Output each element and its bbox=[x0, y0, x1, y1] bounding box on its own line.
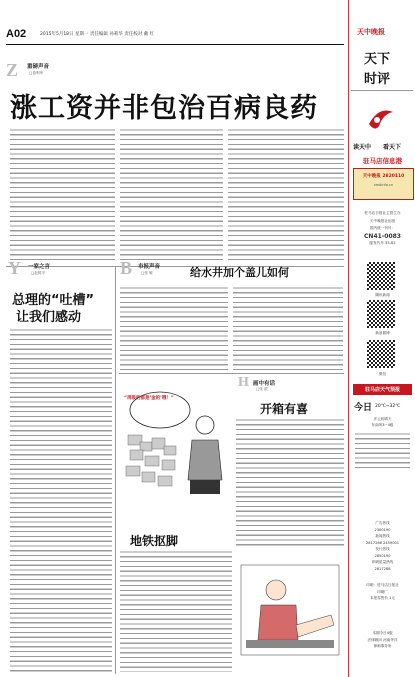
article2-headline-line1: 总理的“吐槽” bbox=[12, 293, 95, 308]
masthead-logo: 天中晚报 bbox=[357, 28, 385, 36]
lead-headline: 涨工资并非包治百病良药 bbox=[10, 93, 318, 124]
article4-column-byline: □张 波 bbox=[256, 387, 268, 391]
contact-line: 2850190 bbox=[374, 553, 391, 558]
weather-desc bbox=[351, 416, 414, 428]
article3-body-col-1 bbox=[120, 286, 228, 370]
lead-column-label: 重磅声音 bbox=[27, 64, 50, 70]
lead-initial-icon: Z bbox=[6, 60, 19, 80]
sidebar-rule-top bbox=[351, 90, 413, 91]
printer-line: 印刷厂 bbox=[377, 589, 388, 594]
weather-line: 多云转晴天 bbox=[373, 417, 392, 421]
cartoon-caption: “再吸的都是‘金的’哦！” bbox=[124, 396, 174, 401]
article3-initial-icon: B bbox=[120, 258, 133, 278]
header-rule bbox=[6, 44, 344, 45]
footer-line: 法律顾问 河南华洋 bbox=[367, 637, 398, 642]
publisher-line: 天中晚报社出版 bbox=[369, 218, 396, 223]
weather-banner: 驻马店天气预报 bbox=[353, 384, 412, 395]
tagline-left: 读天中 bbox=[353, 144, 372, 151]
article5-headline: 地铁抠脚 bbox=[130, 534, 179, 548]
contact-line: 广告热线 bbox=[375, 521, 390, 525]
publisher-line: 国内统一刊号： bbox=[369, 226, 396, 230]
publisher-line: 驻马店日报社主管主办 bbox=[364, 211, 401, 215]
section-title-1: 天下 bbox=[364, 52, 391, 67]
sidebar bbox=[348, 0, 415, 677]
qr-code-1 bbox=[367, 262, 395, 290]
article2-column-label: 一家之言 bbox=[28, 264, 51, 270]
article4-body bbox=[236, 418, 344, 548]
weather-temp: 20℃~32℃ bbox=[375, 404, 401, 409]
article2-column-byline: □赵树平 bbox=[31, 271, 46, 275]
article5-body bbox=[120, 550, 232, 672]
publisher-line: 邮发代号 35-82 bbox=[369, 240, 396, 245]
contact-line: 2817266 2459001 bbox=[365, 540, 400, 545]
footer-line: 律师事务所 bbox=[373, 644, 392, 648]
qr-label-1: 腾讯新闻 bbox=[375, 293, 390, 297]
contact-line: 新闻热线 bbox=[375, 534, 390, 538]
ad-title: 驻马店信息港 bbox=[363, 157, 402, 165]
page-number: A02 bbox=[6, 28, 27, 40]
printer-line: 本报零售价 1元 bbox=[370, 596, 395, 600]
qr-code-2 bbox=[367, 300, 395, 328]
article2-headline-line2: 让我们感动 bbox=[16, 310, 82, 325]
date-line: 2015年5月18日 星期一 责任编辑 孙莉华 责任校对 戴 红 bbox=[40, 32, 155, 37]
weather-details bbox=[355, 432, 410, 472]
subway-illustration bbox=[236, 555, 344, 670]
qr-code-3 bbox=[367, 340, 395, 368]
contact-line: 2300190 bbox=[374, 527, 391, 532]
article3-body-col-2 bbox=[233, 286, 343, 370]
lead-column-byline: □盘利华 bbox=[29, 71, 44, 75]
article3-column-label: 市报声音 bbox=[138, 264, 161, 270]
qr-label-2: 新浪微博 bbox=[375, 331, 390, 335]
article4-initial-icon: H bbox=[238, 375, 249, 390]
brand-swirl-icon bbox=[365, 104, 397, 140]
weather-line: 东南风3~4级 bbox=[371, 423, 394, 427]
ad-banner-text: 天中晚报 2820110 bbox=[362, 174, 405, 179]
printer-info bbox=[351, 582, 414, 602]
footer-line: 本期今日4版 bbox=[372, 631, 393, 635]
lead-body-col-2 bbox=[120, 128, 223, 261]
contact-line: 印刷质量热线 bbox=[371, 560, 394, 564]
article3-headline: 给水井加个盖儿如何 bbox=[190, 266, 289, 279]
weather-day: 今日 bbox=[354, 403, 373, 413]
ad-sub: zmdinfo.cn bbox=[373, 183, 394, 187]
publisher-info bbox=[351, 210, 414, 247]
article3-column-byline: □张 敏 bbox=[141, 271, 153, 275]
lead-divider bbox=[6, 266, 344, 267]
printer-line: 印刷：驻马店日报社 bbox=[366, 583, 399, 587]
ad-banner bbox=[353, 168, 414, 200]
contact-line: 2817288 bbox=[374, 566, 391, 571]
contact-line: 发行热线 bbox=[375, 547, 390, 551]
section-title-2: 时评 bbox=[364, 72, 391, 87]
publisher-line: CN41-0083 bbox=[364, 232, 401, 240]
lead-body-col-3 bbox=[228, 128, 344, 261]
article2-body bbox=[10, 328, 112, 673]
tagline-right: 看天下 bbox=[383, 144, 402, 151]
contact-info bbox=[351, 520, 414, 572]
qr-label-3: 微信 bbox=[378, 372, 387, 376]
article2-initial-icon: Y bbox=[8, 258, 21, 278]
lead-body-col-1 bbox=[10, 128, 115, 261]
column-divider bbox=[115, 266, 116, 674]
article4-headline: 开箱有喜 bbox=[260, 402, 309, 416]
footer-info bbox=[351, 630, 414, 650]
article3-divider bbox=[119, 373, 344, 374]
article4-column-label: 画中有话 bbox=[253, 381, 276, 387]
